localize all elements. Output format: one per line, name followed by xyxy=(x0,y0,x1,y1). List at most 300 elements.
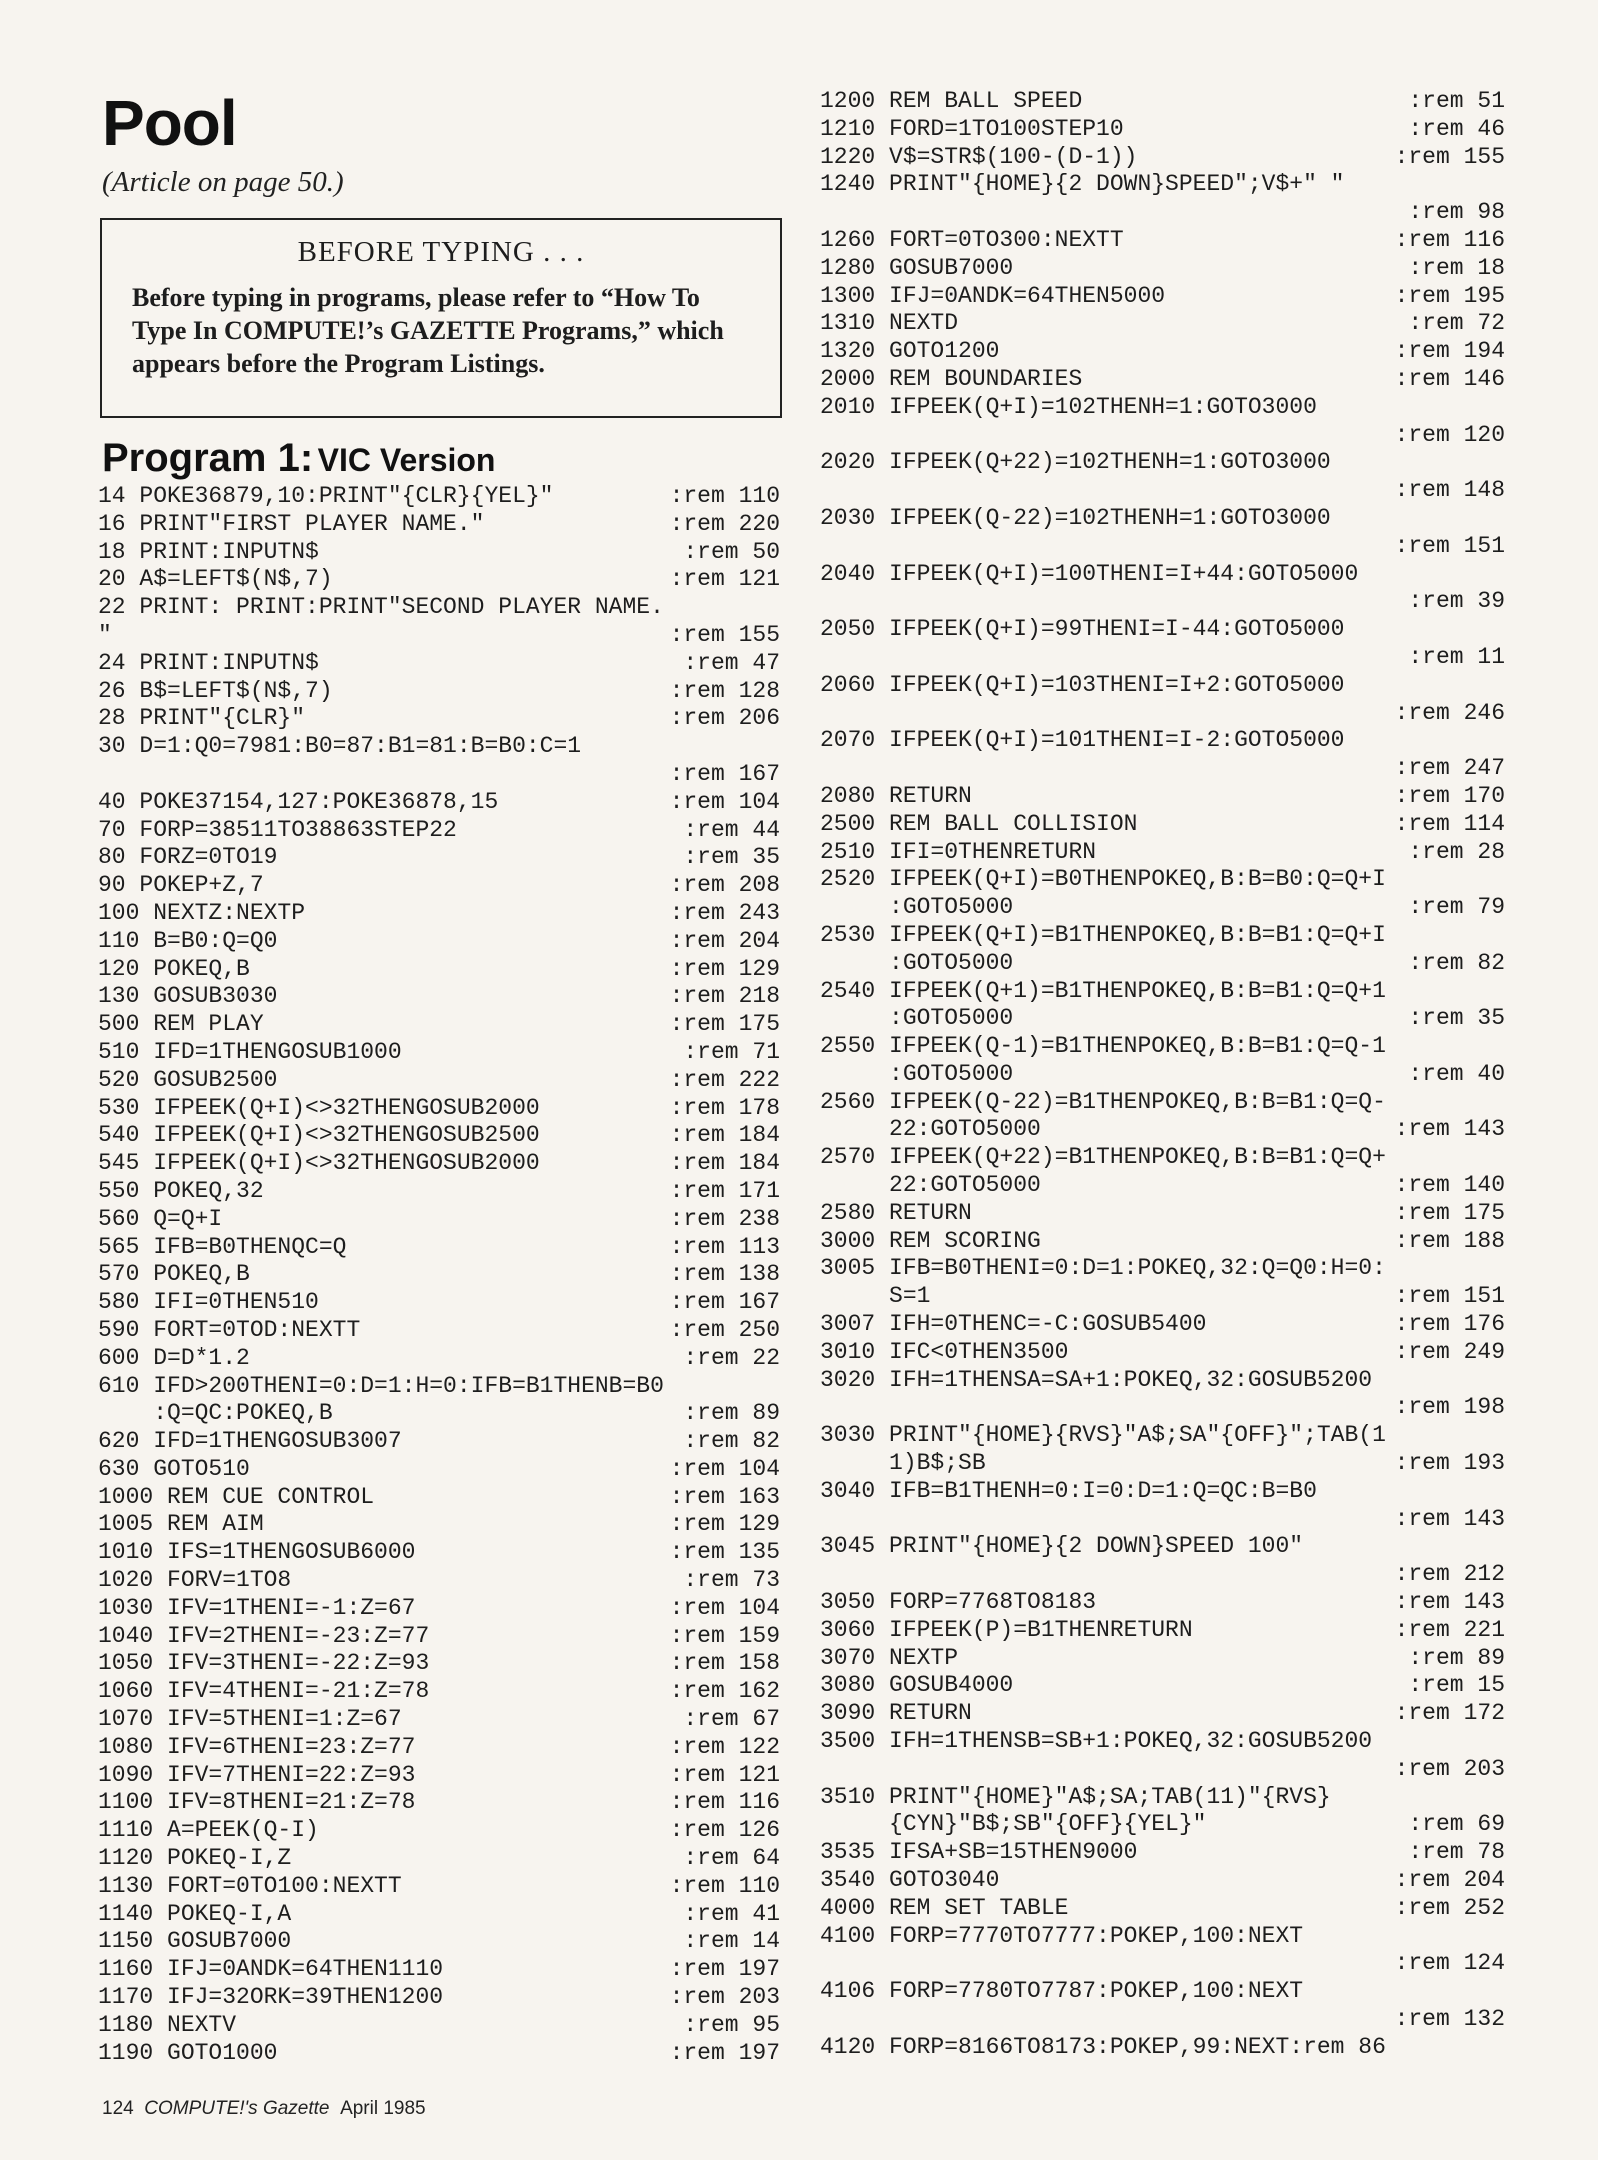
checksum-rem: :rem 104 xyxy=(669,788,780,815)
listing-line xyxy=(98,733,780,761)
listing-line xyxy=(98,1456,780,1484)
checksum-rem: :rem 120 xyxy=(1394,421,1505,448)
listing-line xyxy=(820,1200,1505,1228)
code-text: 520 GOSUB2500 xyxy=(98,1066,278,1093)
code-text: 1200 REM BALL SPEED xyxy=(820,88,1083,114)
listing-line xyxy=(820,1589,1505,1617)
listing-line xyxy=(820,894,1505,922)
code-text: 2540 IFPEEK(Q+1)=B1THENPOKEQ,B:B=B1:Q=Q+1 xyxy=(820,977,1386,1004)
code-text: 22:GOTO5000 xyxy=(820,1172,1041,1199)
code-text: 18 PRINT:INPUTN$ xyxy=(98,538,319,565)
listing-line xyxy=(98,1011,780,1039)
code-text: 600 D=D*1.2 xyxy=(98,1344,250,1371)
code-text: 510 IFD=1THENGOSUB1000 xyxy=(98,1038,402,1065)
listing-line xyxy=(820,88,1505,116)
checksum-rem: :rem 193 xyxy=(1394,1450,1505,1477)
listing-line xyxy=(820,533,1505,561)
code-text: 2570 IFPEEK(Q+22)=B1THENPOKEQ,B:B=B1:Q=Q+ xyxy=(820,1144,1386,1171)
listing-line xyxy=(820,1422,1505,1450)
code-text: 28 PRINT"{CLR}" xyxy=(98,705,306,732)
code-text: 130 GOSUB3030 xyxy=(98,983,278,1010)
code-text: :GOTO5000 xyxy=(820,1005,1014,1032)
code-text: 2030 IFPEEK(Q-22)=102THENH=1:GOTO3000 xyxy=(820,504,1331,531)
checksum-rem: :rem 110 xyxy=(669,1872,780,1899)
listing-line xyxy=(820,1061,1505,1089)
listing-line xyxy=(820,1561,1505,1589)
code-text: 1210 FORD=1TO100STEP10 xyxy=(820,115,1124,142)
checksum-rem: :rem 40 xyxy=(1408,1060,1505,1087)
code-text: 110 B=B0:Q=Q0 xyxy=(98,927,278,954)
checksum-rem: :rem 116 xyxy=(669,1789,780,1816)
checksum-rem: :rem 35 xyxy=(683,844,780,871)
listing-line xyxy=(820,171,1505,199)
checksum-rem: :rem 82 xyxy=(1408,949,1505,976)
listing-line xyxy=(98,1178,780,1206)
code-text: 22 PRINT: PRINT:PRINT"SECOND PLAYER NAME. xyxy=(98,594,664,621)
checksum-rem: :rem 204 xyxy=(669,927,780,954)
listing-line xyxy=(820,1172,1505,1200)
code-text: 1050 IFV=3THENI=-22:Z=93 xyxy=(98,1650,430,1677)
checksum-rem: :rem 135 xyxy=(669,1539,780,1566)
checksum-rem: :rem 171 xyxy=(669,1177,780,1204)
listing-line xyxy=(98,1067,780,1095)
checksum-rem: :rem 15 xyxy=(1408,1672,1505,1699)
checksum-rem: :rem 128 xyxy=(669,677,780,704)
listing-line xyxy=(98,650,780,678)
checksum-rem: :rem 148 xyxy=(1394,477,1505,504)
listing-line xyxy=(820,922,1505,950)
page-footer xyxy=(102,2098,426,2120)
program-heading xyxy=(102,436,495,481)
code-text: 3040 IFB=B1THENH=0:I=0:D=1:Q=QC:B=B0 xyxy=(820,1477,1317,1504)
listing-line xyxy=(98,1706,780,1734)
checksum-rem: :rem 121 xyxy=(669,1761,780,1788)
listing-line xyxy=(98,1150,780,1178)
code-text: 1220 V$=STR$(100-(D-1)) xyxy=(820,143,1138,170)
code-text: 3080 GOSUB4000 xyxy=(820,1672,1014,1699)
listing-line xyxy=(820,1339,1505,1367)
code-text: 120 POKEQ,B xyxy=(98,955,250,982)
code-text: 1180 NEXTV xyxy=(98,2011,237,2038)
listing-line xyxy=(98,678,780,706)
checksum-rem: :rem 175 xyxy=(669,1011,780,1038)
before-typing-text: Before typing in programs, please refer to “How To Type In COMPUTE!’s GAZETTE Programs,” which appears before the Program Listings. xyxy=(132,283,724,378)
listing-line xyxy=(98,1539,780,1567)
page-number: 124 xyxy=(102,2098,134,2119)
listing-line xyxy=(820,839,1505,867)
listing-line xyxy=(820,477,1505,505)
checksum-rem: :rem 143 xyxy=(1394,1589,1505,1616)
code-text: 2020 IFPEEK(Q+22)=102THENH=1:GOTO3000 xyxy=(820,449,1331,476)
checksum-rem: :rem 129 xyxy=(669,1511,780,1538)
listing-line xyxy=(98,983,780,1011)
code-text: 1000 REM CUE CONTROL xyxy=(98,1483,375,1510)
listing-line xyxy=(98,1678,780,1706)
listing-line xyxy=(98,900,780,928)
code-text: 24 PRINT:INPUTN$ xyxy=(98,649,319,676)
listing-line xyxy=(820,1311,1505,1339)
checksum-rem: :rem 95 xyxy=(683,2011,780,2038)
checksum-rem: :rem 50 xyxy=(683,538,780,565)
code-text: 40 POKE37154,127:POKE36878,15 xyxy=(98,788,499,815)
checksum-rem: :rem 79 xyxy=(1408,894,1505,921)
code-text: 22:GOTO5000 xyxy=(820,1116,1041,1143)
code-text: 3090 RETURN xyxy=(820,1700,972,1727)
listing-line xyxy=(820,727,1505,755)
checksum-rem: :rem 188 xyxy=(1394,1227,1505,1254)
listing-line xyxy=(820,449,1505,477)
listing-line xyxy=(98,566,780,594)
listing-line xyxy=(98,1039,780,1067)
checksum-rem: :rem 126 xyxy=(669,1817,780,1844)
checksum-rem: :rem 116 xyxy=(1394,226,1505,253)
code-text: 30 D=1:Q0=7981:B0=87:B1=81:B=B0:C=1 xyxy=(98,733,582,760)
checksum-rem: :rem 41 xyxy=(683,1900,780,1927)
listing-line xyxy=(820,1728,1505,1756)
checksum-rem: :rem 39 xyxy=(1408,588,1505,615)
listing-line xyxy=(820,1839,1505,1867)
listing-line xyxy=(820,227,1505,255)
checksum-rem: :rem 143 xyxy=(1394,1505,1505,1532)
code-text: " xyxy=(98,621,112,648)
code-text: 610 IFD>200THENI=0:D=1:H=0:IFB=B1THENB=B0 xyxy=(98,1372,664,1399)
checksum-rem: :rem 113 xyxy=(669,1233,780,1260)
listing-line xyxy=(820,1784,1505,1812)
code-text: 1010 IFS=1THENGOSUB6000 xyxy=(98,1539,416,1566)
code-text: 4120 FORP=8166TO8173:POKEP,99:NEXT:rem 86 xyxy=(820,2033,1386,2060)
checksum-rem: :rem 71 xyxy=(683,1038,780,1065)
listing-line xyxy=(820,1617,1505,1645)
listing-line xyxy=(820,1283,1505,1311)
checksum-rem: :rem 44 xyxy=(683,816,780,843)
checksum-rem: :rem 212 xyxy=(1394,1561,1505,1588)
code-text: 1090 IFV=7THENI=22:Z=93 xyxy=(98,1761,416,1788)
before-typing-box xyxy=(100,218,782,418)
checksum-rem: :rem 69 xyxy=(1408,1811,1505,1838)
listing-line xyxy=(820,1645,1505,1673)
listing-line xyxy=(820,1144,1505,1172)
listing-line xyxy=(98,1234,780,1262)
listing-line xyxy=(820,1116,1505,1144)
checksum-rem: :rem 47 xyxy=(683,649,780,676)
listing-line xyxy=(98,844,780,872)
listing-line xyxy=(820,1089,1505,1117)
program-version: VIC Version xyxy=(317,442,496,478)
checksum-rem: :rem 89 xyxy=(1408,1644,1505,1671)
checksum-rem: :rem 197 xyxy=(669,1956,780,1983)
listing-line xyxy=(98,594,780,622)
code-text: 2080 RETURN xyxy=(820,782,972,809)
listing-line xyxy=(98,1206,780,1234)
checksum-rem: :rem 121 xyxy=(669,566,780,593)
code-text: :GOTO5000 xyxy=(820,894,1014,921)
listing-line xyxy=(98,1873,780,1901)
listing-line xyxy=(820,283,1505,311)
listing-line xyxy=(98,1789,780,1817)
code-text: :GOTO5000 xyxy=(820,949,1014,976)
code-text: 1140 POKEQ-I,A xyxy=(98,1900,292,1927)
listing-line xyxy=(820,1033,1505,1061)
listing-line xyxy=(98,1428,780,1456)
checksum-rem: :rem 89 xyxy=(683,1400,780,1427)
checksum-rem: :rem 51 xyxy=(1408,88,1505,114)
listing-line xyxy=(820,1394,1505,1422)
listing-line xyxy=(98,1984,780,2012)
listing-line xyxy=(820,644,1505,672)
code-text: 2050 IFPEEK(Q+I)=99THENI=I-44:GOTO5000 xyxy=(820,616,1345,643)
code-text: 4000 REM SET TABLE xyxy=(820,1894,1069,1921)
listing-line xyxy=(820,672,1505,700)
code-text: 16 PRINT"FIRST PLAYER NAME." xyxy=(98,510,485,537)
listing-line xyxy=(820,588,1505,616)
code-text: 1)B$;SB xyxy=(820,1450,986,1477)
checksum-rem: :rem 176 xyxy=(1394,1311,1505,1338)
checksum-rem: :rem 162 xyxy=(669,1678,780,1705)
code-text: 1130 FORT=0TO100:NEXTT xyxy=(98,1872,402,1899)
code-text: 90 POKEP+Z,7 xyxy=(98,872,264,899)
listing-line xyxy=(98,1845,780,1873)
listing-line xyxy=(820,1923,1505,1951)
listing-line xyxy=(820,1950,1505,1978)
listing-line xyxy=(98,1511,780,1539)
listing-line xyxy=(820,2006,1505,2034)
code-text: 580 IFI=0THEN510 xyxy=(98,1289,319,1316)
listing-line xyxy=(98,1734,780,1762)
listing-line xyxy=(98,1261,780,1289)
code-text: 1070 IFV=5THENI=1:Z=67 xyxy=(98,1706,402,1733)
checksum-rem: :rem 18 xyxy=(1408,254,1505,281)
checksum-rem: :rem 198 xyxy=(1394,1394,1505,1421)
listing-line xyxy=(820,1005,1505,1033)
checksum-rem: :rem 252 xyxy=(1394,1894,1505,1921)
checksum-rem: :rem 163 xyxy=(669,1483,780,1510)
listing-line xyxy=(820,255,1505,283)
code-text: 1110 A=PEEK(Q-I) xyxy=(98,1817,319,1844)
listing-line xyxy=(820,1756,1505,1784)
checksum-rem: :rem 64 xyxy=(683,1845,780,1872)
code-text: 545 IFPEEK(Q+I)<>32THENGOSUB2000 xyxy=(98,1150,540,1177)
code-text: 4100 FORP=7770TO7777:POKEP,100:NEXT xyxy=(820,1922,1304,1949)
listing-line xyxy=(98,1956,780,1984)
code-text: 3000 REM SCORING xyxy=(820,1227,1041,1254)
code-text: 1260 FORT=0TO300:NEXTT xyxy=(820,226,1124,253)
code-text: 1240 PRINT"{HOME}{2 DOWN}SPEED";V$+" " xyxy=(820,171,1345,198)
checksum-rem: :rem 159 xyxy=(669,1622,780,1649)
code-text: 1300 IFJ=0ANDK=64THEN5000 xyxy=(820,282,1166,309)
code-text: 1160 IFJ=0ANDK=64THEN1110 xyxy=(98,1956,444,1983)
checksum-rem: :rem 46 xyxy=(1408,115,1505,142)
listing-line xyxy=(820,866,1505,894)
checksum-rem: :rem 104 xyxy=(669,1594,780,1621)
code-text: 2520 IFPEEK(Q+I)=B0THENPOKEQ,B:B=B0:Q=Q+I xyxy=(820,866,1386,893)
checksum-rem: :rem 222 xyxy=(669,1066,780,1093)
code-text: :GOTO5000 xyxy=(820,1060,1014,1087)
listing-line xyxy=(820,1811,1505,1839)
listing-right-column xyxy=(820,88,1505,2062)
listing-line xyxy=(98,789,780,817)
checksum-rem: :rem 184 xyxy=(669,1122,780,1149)
code-text: 3045 PRINT"{HOME}{2 DOWN}SPEED 100" xyxy=(820,1533,1304,1560)
checksum-rem: :rem 203 xyxy=(669,1984,780,2011)
code-text: 1060 IFV=4THENI=-21:Z=78 xyxy=(98,1678,430,1705)
code-text: 26 B$=LEFT$(N$,7) xyxy=(98,677,333,704)
listing-line xyxy=(98,872,780,900)
checksum-rem: :rem 197 xyxy=(669,2039,780,2066)
checksum-rem: :rem 195 xyxy=(1394,282,1505,309)
checksum-rem: :rem 146 xyxy=(1394,365,1505,392)
checksum-rem: :rem 72 xyxy=(1408,310,1505,337)
listing-line xyxy=(820,1700,1505,1728)
code-text: 3020 IFH=1THENSA=SA+1:POKEQ,32:GOSUB5200 xyxy=(820,1366,1373,1393)
code-text: 3007 IFH=0THENC=-C:GOSUB5400 xyxy=(820,1311,1207,1338)
checksum-rem: :rem 11 xyxy=(1408,643,1505,670)
listing-line xyxy=(98,1400,780,1428)
code-text: 3060 IFPEEK(P)=B1THENRETURN xyxy=(820,1616,1193,1643)
code-text: 560 Q=Q+I xyxy=(98,1205,223,1232)
listing-line xyxy=(820,505,1505,533)
article-reference: (Article on page 50.) xyxy=(102,166,344,198)
listing-line xyxy=(98,622,780,650)
code-text: 3030 PRINT"{HOME}{RVS}"A$;SA"{OFF}";TAB(1 xyxy=(820,1422,1386,1449)
listing-line xyxy=(820,1867,1505,1895)
code-text: 2530 IFPEEK(Q+I)=B1THENPOKEQ,B:B=B1:Q=Q+I xyxy=(820,921,1386,948)
code-text: 1150 GOSUB7000 xyxy=(98,1928,292,1955)
checksum-rem: :rem 158 xyxy=(669,1650,780,1677)
checksum-rem: :rem 114 xyxy=(1394,810,1505,837)
checksum-rem: :rem 98 xyxy=(1408,199,1505,226)
code-text: 2500 REM BALL COLLISION xyxy=(820,810,1138,837)
checksum-rem: :rem 204 xyxy=(1394,1867,1505,1893)
checksum-rem: :rem 138 xyxy=(669,1261,780,1288)
code-text: 2010 IFPEEK(Q+I)=102THENH=1:GOTO3000 xyxy=(820,393,1317,420)
checksum-rem: :rem 82 xyxy=(683,1428,780,1455)
listing-line xyxy=(98,1484,780,1512)
listing-line xyxy=(98,511,780,539)
listing-line xyxy=(98,1817,780,1845)
checksum-rem: :rem 155 xyxy=(669,621,780,648)
code-text: 1320 GOTO1200 xyxy=(820,338,1000,365)
listing-line xyxy=(820,394,1505,422)
listing-line xyxy=(820,755,1505,783)
listing-line xyxy=(820,1978,1505,2006)
code-text: 1040 IFV=2THENI=-23:Z=77 xyxy=(98,1622,430,1649)
publication-name: COMPUTE!'s Gazette xyxy=(144,2098,330,2119)
checksum-rem: :rem 203 xyxy=(1394,1755,1505,1782)
listing-line xyxy=(98,1373,780,1401)
code-text: 70 FORP=38511TO38863STEP22 xyxy=(98,816,457,843)
listing-line xyxy=(820,338,1505,366)
code-text: 570 POKEQ,B xyxy=(98,1261,250,1288)
code-text: 550 POKEQ,32 xyxy=(98,1177,264,1204)
code-text: 100 NEXTZ:NEXTP xyxy=(98,899,306,926)
listing-line xyxy=(820,1367,1505,1395)
checksum-rem: :rem 170 xyxy=(1394,782,1505,809)
listing-line xyxy=(820,978,1505,1006)
code-text: 565 IFB=B0THENQC=Q xyxy=(98,1233,347,1260)
listing-line xyxy=(820,422,1505,450)
listing-line xyxy=(820,199,1505,227)
code-text: 1170 IFJ=32ORK=39THEN1200 xyxy=(98,1984,444,2011)
checksum-rem: :rem 218 xyxy=(669,983,780,1010)
listing-line xyxy=(820,1533,1505,1561)
listing-line xyxy=(98,1928,780,1956)
checksum-rem: :rem 140 xyxy=(1394,1172,1505,1199)
listing-line xyxy=(98,1122,780,1150)
code-text: 1030 IFV=1THENI=-1:Z=67 xyxy=(98,1594,416,1621)
code-text: 4106 FORP=7780TO7787:POKEP,100:NEXT xyxy=(820,1978,1304,2005)
listing-line xyxy=(98,483,780,511)
checksum-rem: :rem 129 xyxy=(669,955,780,982)
checksum-rem: :rem 178 xyxy=(669,1094,780,1121)
listing-line xyxy=(98,1901,780,1929)
listing-line xyxy=(98,539,780,567)
listing-line xyxy=(98,956,780,984)
code-text: 1100 IFV=8THENI=21:Z=78 xyxy=(98,1789,416,1816)
checksum-rem: :rem 151 xyxy=(1394,532,1505,559)
code-text: 1005 REM AIM xyxy=(98,1511,264,1538)
listing-line xyxy=(820,1228,1505,1256)
code-text: 20 A$=LEFT$(N$,7) xyxy=(98,566,333,593)
code-text: 3535 IFSA+SB=15THEN9000 xyxy=(820,1839,1138,1866)
issue-date: April 1985 xyxy=(340,2098,426,2119)
checksum-rem: :rem 132 xyxy=(1394,2005,1505,2032)
code-text: 3010 IFC<0THEN3500 xyxy=(820,1338,1069,1365)
checksum-rem: :rem 184 xyxy=(669,1150,780,1177)
listing-line xyxy=(820,1478,1505,1506)
code-text: 2550 IFPEEK(Q-1)=B1THENPOKEQ,B:B=B1:Q=Q-1 xyxy=(820,1033,1386,1060)
listing-line xyxy=(820,2034,1505,2062)
code-text: S=1 xyxy=(820,1283,931,1310)
listing-line xyxy=(98,1567,780,1595)
code-text: 3500 IFH=1THENSB=SB+1:POKEQ,32:GOSUB5200 xyxy=(820,1728,1373,1755)
code-text: 620 IFD=1THENGOSUB3007 xyxy=(98,1428,402,1455)
code-text: 1310 NEXTD xyxy=(820,310,959,337)
checksum-rem: :rem 249 xyxy=(1394,1338,1505,1365)
checksum-rem: :rem 220 xyxy=(669,510,780,537)
before-typing-heading: BEFORE TYPING . . . xyxy=(297,236,585,268)
checksum-rem: :rem 155 xyxy=(1394,143,1505,170)
checksum-rem: :rem 246 xyxy=(1394,699,1505,726)
checksum-rem: :rem 250 xyxy=(669,1316,780,1343)
listing-line xyxy=(98,1623,780,1651)
listing-line xyxy=(820,783,1505,811)
code-text: 1190 GOTO1000 xyxy=(98,2039,278,2066)
code-text: 2070 IFPEEK(Q+I)=101THENI=I-2:GOTO5000 xyxy=(820,727,1345,754)
code-text: 1120 POKEQ-I,Z xyxy=(98,1845,292,1872)
code-text: 530 IFPEEK(Q+I)<>32THENGOSUB2000 xyxy=(98,1094,540,1121)
checksum-rem: :rem 122 xyxy=(669,1733,780,1760)
listing-line xyxy=(820,700,1505,728)
checksum-rem: :rem 247 xyxy=(1394,755,1505,782)
checksum-rem: :rem 143 xyxy=(1394,1116,1505,1143)
listing-line xyxy=(98,1762,780,1790)
listing-line xyxy=(820,116,1505,144)
listing-left-column xyxy=(98,483,780,2067)
checksum-rem: :rem 78 xyxy=(1408,1839,1505,1866)
listing-line xyxy=(820,1506,1505,1534)
listing-line xyxy=(98,1650,780,1678)
code-text: 1080 IFV=6THENI=23:Z=77 xyxy=(98,1733,416,1760)
checksum-rem: :rem 221 xyxy=(1394,1616,1505,1643)
checksum-rem: :rem 14 xyxy=(683,1928,780,1955)
code-text: 2510 IFI=0THENRETURN xyxy=(820,838,1097,865)
checksum-rem: :rem 104 xyxy=(669,1455,780,1482)
listing-line xyxy=(98,2040,780,2068)
code-text: 1020 FORV=1TO8 xyxy=(98,1567,292,1594)
code-text: 3510 PRINT"{HOME}"A$;SA;TAB(11)"{RVS} xyxy=(820,1783,1331,1810)
listing-line xyxy=(98,1595,780,1623)
checksum-rem: :rem 172 xyxy=(1394,1700,1505,1727)
